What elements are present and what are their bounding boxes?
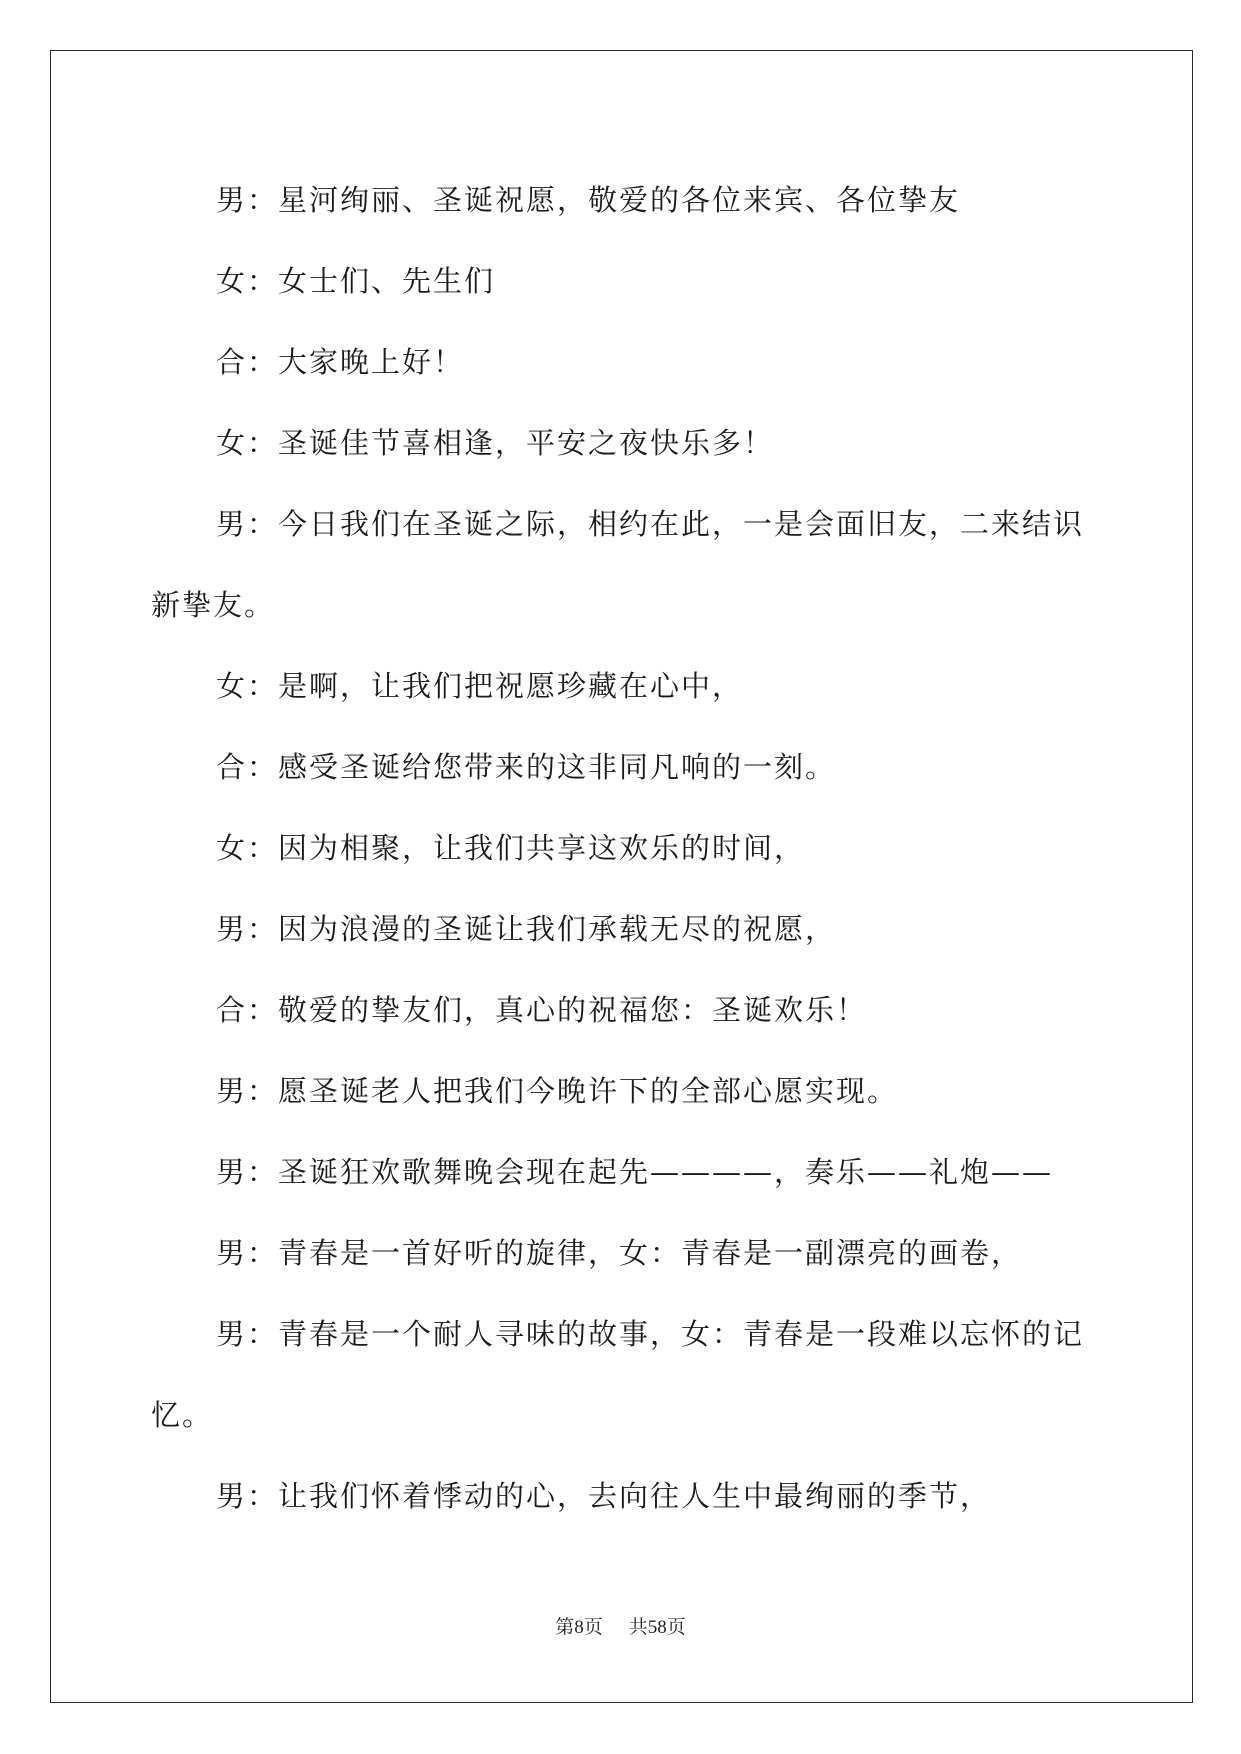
page-total: 共58页 xyxy=(628,1617,686,1638)
paragraph: 合：敬爱的挚友们，真心的祝福您：圣诞欢乐！ xyxy=(216,993,868,1027)
paragraph: 合：感受圣诞给您带来的这非同凡响的一刻。 xyxy=(216,750,837,784)
paragraph: 男：青春是一首好听的旋律，女：青春是一副漂亮的画卷， xyxy=(216,1236,1023,1270)
paragraph: 男：因为浪漫的圣诞让我们承载无尽的祝愿， xyxy=(216,912,837,946)
paragraph: 男：青春是一个耐人寻味的故事，女：青春是一段难以忘怀的记忆。 xyxy=(151,1317,1085,1432)
paragraph: 男：让我们怀着悸动的心，去向往人生中最绚丽的季节， xyxy=(216,1479,992,1513)
document-body xyxy=(151,160,1096,1537)
page-number: 第8页 xyxy=(555,1617,603,1638)
paragraph: 女：是啊，让我们把祝愿珍藏在心中， xyxy=(216,669,744,703)
paragraph: 女：圣诞佳节喜相逢，平安之夜快乐多！ xyxy=(216,426,775,460)
paragraph: 男：愿圣诞老人把我们今晚许下的全部心愿实现。 xyxy=(216,1074,899,1108)
paragraph: 男：今日我们在圣诞之际，相约在此，一是会面旧友，二来结识新挚友。 xyxy=(151,507,1085,622)
paragraph: 男：星河绚丽、圣诞祝愿，敬爱的各位来宾、各位挚友 xyxy=(216,183,961,217)
paragraph: 女：女士们、先生们 xyxy=(216,264,496,298)
page-footer xyxy=(0,1612,1241,1639)
paragraph: 合：大家晚上好！ xyxy=(216,345,465,379)
paragraph: 男：圣诞狂欢歌舞晚会现在起先————，奏乐——礼炮—— xyxy=(216,1155,1054,1189)
paragraph: 女：因为相聚，让我们共享这欢乐的时间， xyxy=(216,831,806,865)
